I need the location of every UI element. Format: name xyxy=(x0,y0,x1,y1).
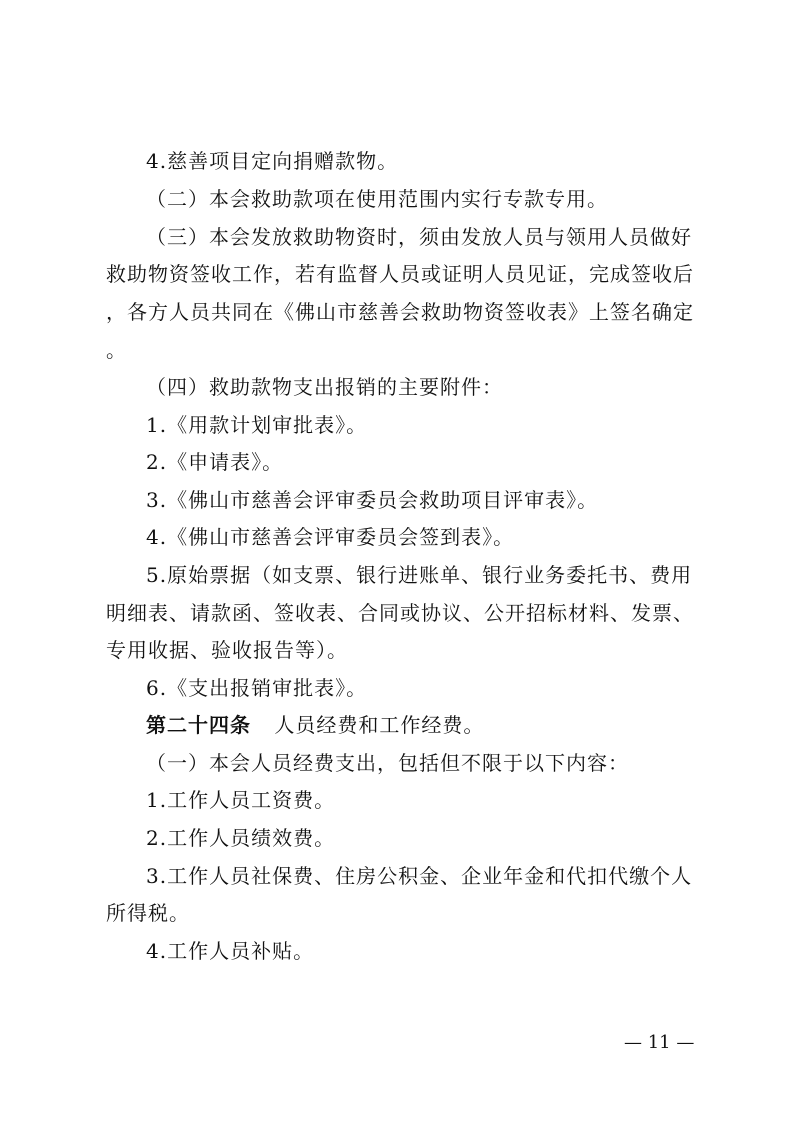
paragraph-line: （三）本会发放救助物资时，须由发放人员与领用人员做好 xyxy=(146,225,692,249)
paragraph-line: （二）本会救助款项在使用范围内实行专款专用。 xyxy=(146,187,608,211)
paragraph-line: 4.《佛山市慈善会评审委员会签到表》。 xyxy=(146,525,515,549)
paragraph-line: 4.工作人员补贴。 xyxy=(146,939,315,963)
paragraph-line: ，各方人员共同在《佛山市慈善会救助物资签收表》上签名确定 xyxy=(106,300,694,324)
paragraph-line: 2.工作人员绩效费。 xyxy=(146,826,336,850)
paragraph-line: 5.原始票据（如支票、银行进账单、银行业务委托书、费用 xyxy=(146,563,693,587)
paragraph-line: 救助物资签收工作，若有监督人员或证明人员见证，完成签收后 xyxy=(106,262,694,286)
paragraph-line: 4.慈善项目定向捐赠款物。 xyxy=(146,149,399,173)
paragraph-line: 1.《用款计划审批表》。 xyxy=(146,413,368,437)
paragraph-line: 所得税。 xyxy=(106,901,190,925)
paragraph-line: （一）本会人员经费支出，包括但不限于以下内容： xyxy=(146,751,629,775)
page-number: — 11 — xyxy=(624,1032,695,1053)
article-title: 人员经费和工作经费。 xyxy=(274,713,485,737)
paragraph-line: 专用收据、验收报告等）。 xyxy=(106,638,348,662)
paragraph-line: 2.《申请表》。 xyxy=(146,450,284,474)
paragraph-line: 3.《佛山市慈善会评审委员会救助项目评审表》。 xyxy=(146,488,599,512)
article-number: 第二十四条 xyxy=(146,713,251,737)
paragraph-line: 6.《支出报销审批表》。 xyxy=(146,676,368,700)
paragraph-line: 。 xyxy=(106,338,127,362)
paragraph-line: 明细表、请款函、签收表、合同或协议、公开招标材料、发票、 xyxy=(106,601,694,625)
paragraph-line: （四）救助款物支出报销的主要附件： xyxy=(146,375,503,399)
paragraph-line: 1.工作人员工资费。 xyxy=(146,788,336,812)
article-heading-line xyxy=(146,713,484,737)
paragraph-line: 3.工作人员社保费、住房公积金、企业年金和代扣代缴个人 xyxy=(146,864,693,888)
